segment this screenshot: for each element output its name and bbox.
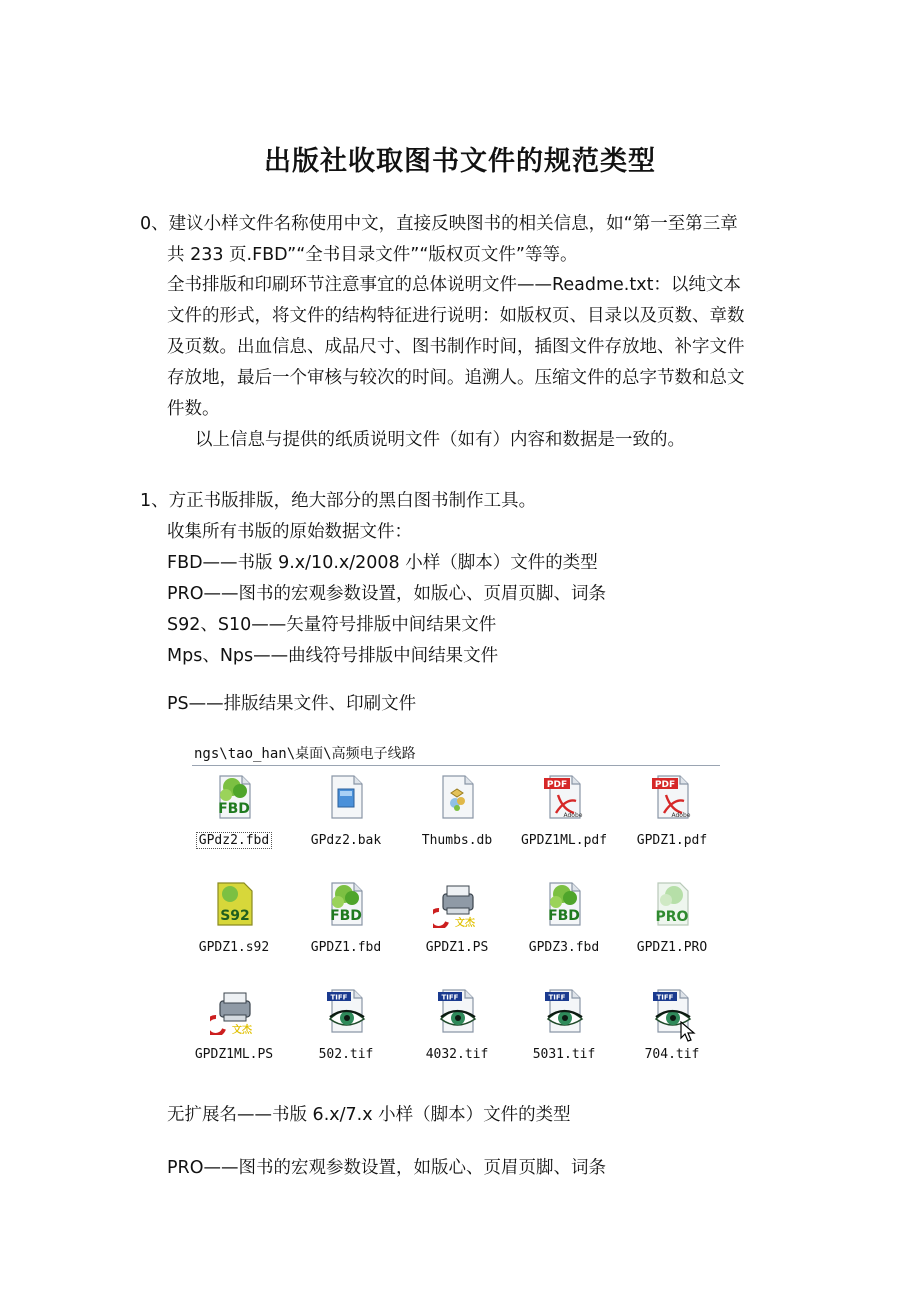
file-item[interactable]	[296, 773, 396, 848]
svg-text:TIFF: TIFF	[548, 993, 566, 1002]
fbd-icon	[210, 773, 258, 821]
tiff-icon	[540, 987, 588, 1035]
svg-text:Adobe: Adobe	[671, 812, 691, 819]
file-item[interactable]	[407, 987, 507, 1062]
section0-line2: 共 233 页.FBD”“全书目录文件”“版权页文件”等等。	[167, 245, 578, 265]
svg-text:FBD: FBD	[548, 908, 580, 924]
file-name: GPdz2.bak	[310, 833, 382, 848]
s92-icon	[210, 880, 258, 928]
section1-line7: PS——排版结果文件、印刷文件	[167, 694, 417, 714]
section1-line2: 收集所有书版的原始数据文件：	[167, 522, 412, 542]
section1-line5: S92、S10——矢量符号排版中间结果文件	[167, 615, 497, 635]
file-item[interactable]	[296, 987, 396, 1062]
section0-line8: 以上信息与提供的纸质说明文件（如有）内容和数据是一致的。	[195, 430, 685, 450]
file-item[interactable]	[184, 987, 284, 1062]
file-name: GPdz2.fbd	[196, 832, 272, 849]
file-item[interactable]	[514, 773, 614, 848]
file-name: GPDZ1.pdf	[636, 833, 708, 848]
svg-text:文杰: 文杰	[232, 1025, 252, 1035]
svg-text:FBD: FBD	[330, 908, 362, 924]
section0-line1: 0、建议小样文件名称使用中文，直接反映图书的相关信息，如“第一至第三章	[140, 214, 738, 234]
file-name: 502.tif	[318, 1047, 374, 1062]
svg-text:FBD: FBD	[218, 801, 250, 817]
file-item[interactable]	[622, 880, 722, 955]
explorer-path: ngs\tao_han\桌面\高频电子线路	[194, 746, 416, 762]
mouse-cursor-icon	[680, 1021, 698, 1043]
pdf-icon	[648, 773, 696, 821]
section2-line2: PRO——图书的宏观参数设置，如版心、页眉页脚、词条	[167, 1158, 606, 1178]
tiff-icon	[433, 987, 481, 1035]
section1-line1: 1、方正书版排版，绝大部分的黑白图书制作工具。	[140, 491, 537, 511]
file-name: GPDZ1.PRO	[636, 940, 708, 955]
database-icon	[433, 773, 481, 821]
svg-text:PDF: PDF	[654, 780, 676, 790]
file-item[interactable]	[407, 773, 507, 848]
section1-line6: Mps、Nps——曲线符号排版中间结果文件	[167, 646, 499, 666]
svg-text:文杰: 文杰	[455, 918, 475, 928]
document-icon	[322, 773, 370, 821]
svg-text:S92: S92	[220, 908, 250, 924]
file-name: 5031.tif	[532, 1047, 596, 1062]
file-item[interactable]	[184, 880, 284, 955]
file-name: GPDZ3.fbd	[528, 940, 600, 955]
file-name: 4032.tif	[425, 1047, 489, 1062]
file-item[interactable]	[514, 987, 614, 1062]
section0-line4: 文件的形式，将文件的结构特征进行说明：如版权页、目录以及页数、章数	[167, 306, 745, 326]
pro-icon	[648, 880, 696, 928]
file-name: Thumbs.db	[421, 833, 493, 848]
svg-text:Adobe: Adobe	[563, 812, 583, 819]
svg-text:TIFF: TIFF	[656, 993, 674, 1002]
file-item[interactable]	[407, 880, 507, 955]
explorer-divider	[192, 765, 720, 766]
printer-icon	[433, 880, 481, 928]
file-item[interactable]	[622, 987, 722, 1062]
pdf-icon	[540, 773, 588, 821]
printer-icon	[210, 987, 258, 1035]
page-title: 出版社收取图书文件的规范类型	[264, 146, 656, 177]
file-name: GPDZ1.PS	[425, 940, 489, 955]
section0-line7: 件数。	[167, 399, 220, 419]
section1-line3: FBD——书版 9.x/10.x/2008 小样（脚本）文件的类型	[167, 553, 598, 573]
svg-text:PDF: PDF	[546, 780, 568, 790]
tiff-icon	[322, 987, 370, 1035]
section0-line3: 全书排版和印刷环节注意事宜的总体说明文件——Readme.txt：以纯文本	[167, 275, 741, 295]
section0-line5: 及页数。出血信息、成品尺寸、图书制作时间，插图文件存放地、补字文件	[167, 337, 745, 357]
file-name: GPDZ1ML.PS	[194, 1047, 274, 1062]
file-explorer-screenshot	[192, 737, 720, 1067]
file-item[interactable]	[622, 773, 722, 848]
svg-text:PRO: PRO	[655, 909, 689, 925]
file-name: 704.tif	[644, 1047, 700, 1062]
file-name: GPDZ1.s92	[198, 940, 270, 955]
fbd-icon	[540, 880, 588, 928]
file-item[interactable]	[296, 880, 396, 955]
fbd-icon	[322, 880, 370, 928]
file-item[interactable]	[184, 773, 284, 849]
file-name: GPDZ1.fbd	[310, 940, 382, 955]
section1-line4: PRO——图书的宏观参数设置，如版心、页眉页脚、词条	[167, 584, 606, 604]
section2-line1: 无扩展名——书版 6.x/7.x 小样（脚本）文件的类型	[167, 1105, 571, 1125]
file-name: GPDZ1ML.pdf	[520, 833, 608, 848]
section0-line6: 存放地，最后一个审核与较次的时间。追溯人。压缩文件的总字节数和总文	[167, 368, 745, 388]
svg-text:TIFF: TIFF	[330, 993, 348, 1002]
svg-text:TIFF: TIFF	[441, 993, 459, 1002]
file-item[interactable]	[514, 880, 614, 955]
